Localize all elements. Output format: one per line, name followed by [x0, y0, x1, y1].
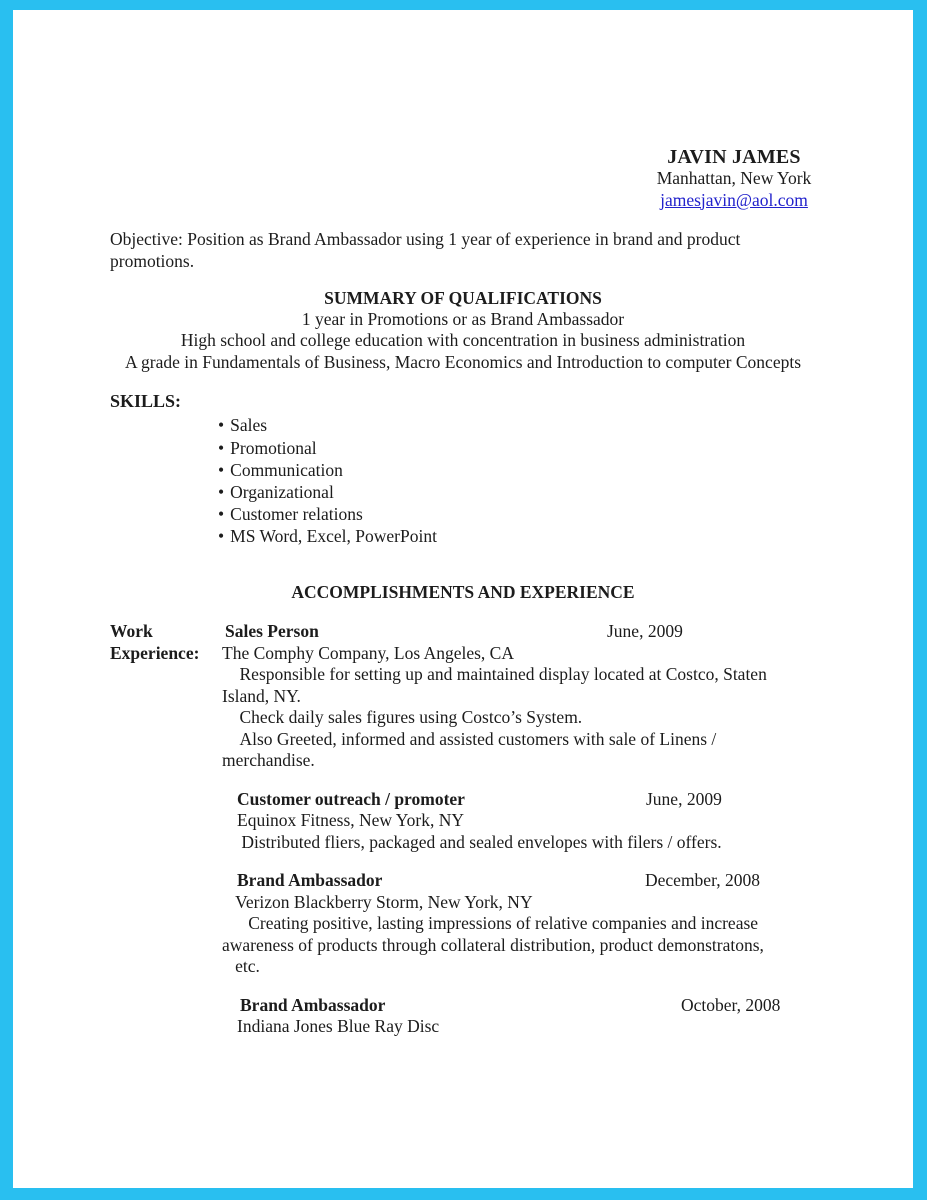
job-detail-line: Creating positive, lasting impressions of relative companies and increase — [222, 913, 759, 934]
skill-item — [218, 459, 816, 481]
bullet-icon: • — [218, 415, 225, 436]
job-detail-line: Indiana Jones Blue Ray Disc — [237, 1016, 440, 1037]
experience-section — [110, 582, 816, 1038]
skill-item — [218, 414, 816, 436]
job-date: October, 2008 — [681, 994, 781, 1015]
job-title-row — [222, 995, 816, 1017]
job-detail-line: Distributed fliers, packaged and sealed envelopes with filers / offers. — [237, 831, 722, 852]
skills-section — [110, 391, 816, 548]
bullet-icon: • — [218, 459, 225, 480]
job-date: June, 2009 — [646, 788, 722, 809]
skill-label: Sales — [230, 415, 268, 436]
experience-entry — [222, 621, 816, 772]
bullet-icon: • — [218, 504, 225, 525]
job-title: Brand Ambassador — [237, 870, 383, 891]
job-detail-line: The Comphy Company, Los Angeles, CA — [222, 642, 514, 663]
work-experience-label-line: Work — [110, 621, 153, 642]
experience-heading: ACCOMPLISHMENTS AND EXPERIENCE — [291, 581, 635, 602]
job-title-row — [222, 621, 816, 643]
job-detail-line: Responsible for setting up and maintained display located at Costco, Staten — [222, 664, 767, 685]
work-experience-label — [110, 621, 222, 1038]
skill-item — [218, 503, 816, 525]
summary-line: High school and college education with concentration in business administration — [180, 330, 746, 351]
job-detail-line: merchandise. — [222, 750, 315, 771]
work-experience-label-line: Experience: — [110, 642, 200, 663]
resume-content — [13, 10, 913, 1188]
skill-label: Customer relations — [230, 504, 363, 525]
skill-item — [218, 525, 816, 547]
job-detail-line: awareness of products through collateral distribution, product demonstratons, — [222, 934, 764, 955]
skills-list — [218, 414, 816, 547]
skill-label: Promotional — [230, 437, 317, 458]
skill-item — [218, 437, 816, 459]
job-detail-line: Verizon Blackberry Storm, New York, NY — [222, 891, 533, 912]
experience-entry — [222, 870, 816, 978]
job-title-row — [222, 870, 816, 892]
experience-entry — [222, 789, 816, 854]
job-date: December, 2008 — [645, 870, 760, 891]
job-detail-line: Check daily sales figures using Costco’s System. — [222, 707, 583, 728]
skill-item — [218, 481, 816, 503]
job-detail-line: etc. — [222, 956, 260, 977]
experience-body — [110, 621, 816, 1038]
contact-header — [648, 146, 820, 211]
skill-label: Organizational — [230, 481, 334, 502]
summary-section — [110, 288, 816, 373]
job-detail-line: Equinox Fitness, New York, NY — [237, 810, 465, 831]
objective-line: promotions. — [110, 250, 195, 271]
summary-line: 1 year in Promotions or as Brand Ambassador — [301, 309, 625, 330]
job-title: Customer outreach / promoter — [237, 788, 465, 809]
objective-line: Objective: Position as Brand Ambassador using 1 year of experience in brand and product — [110, 229, 741, 249]
job-title: Brand Ambassador — [240, 994, 386, 1015]
skill-label: Communication — [230, 459, 343, 480]
candidate-name: JAVIN JAMES — [667, 146, 801, 168]
job-title: Sales Person — [225, 621, 319, 642]
objective-section — [110, 229, 816, 272]
skills-heading: SKILLS: — [110, 390, 182, 411]
job-detail-line: Also Greeted, informed and assisted customers with sale of Linens / — [222, 728, 717, 749]
summary-heading: SUMMARY OF QUALIFICATIONS — [324, 288, 602, 308]
candidate-location: Manhattan, New York — [656, 168, 812, 188]
experience-entries — [222, 621, 816, 1038]
bullet-icon: • — [218, 481, 225, 502]
skill-label: MS Word, Excel, PowerPoint — [230, 526, 437, 547]
bullet-icon: • — [218, 526, 225, 547]
job-date: June, 2009 — [607, 621, 683, 642]
summary-line: A grade in Fundamentals of Business, Macro Economics and Introduction to computer Concepts — [124, 351, 802, 372]
bullet-icon: • — [218, 437, 225, 458]
job-detail-line: Island, NY. — [222, 685, 301, 706]
job-title-row — [222, 789, 816, 811]
experience-entry — [222, 995, 816, 1038]
email-link[interactable]: jamesjavin@aol.com — [660, 189, 808, 210]
